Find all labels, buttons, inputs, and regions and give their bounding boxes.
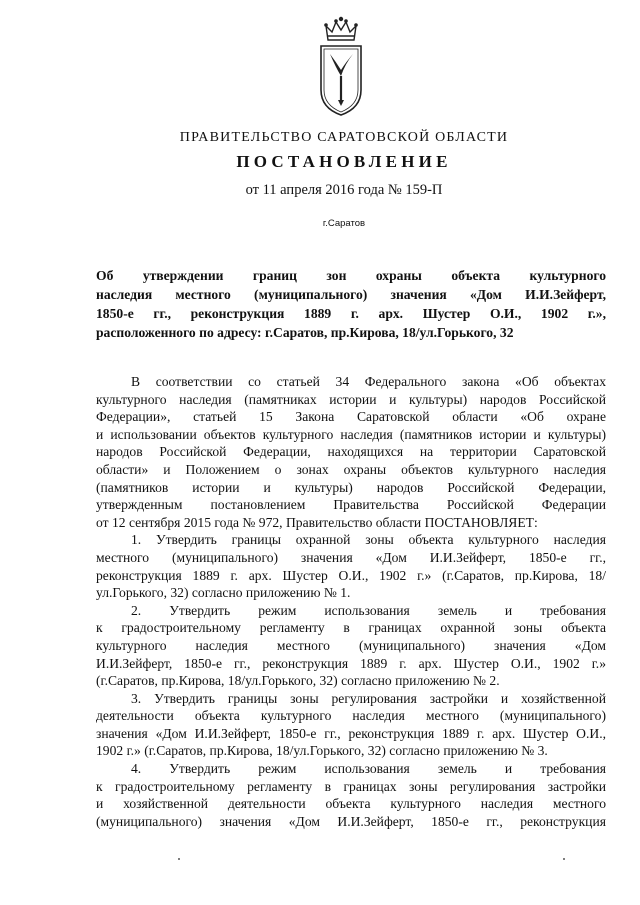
clause-1-line: реконструкция 1889 г. арх. Шустер О.И., 1902 г.» (г.Саратов, пр.Кирова, 18/ — [96, 567, 606, 583]
body-line: культурного наследия (памятниках истории и культуры) народов Российской — [96, 391, 606, 407]
clause-2-line: к градостроительному регламенту в границах охранной зоны объекта — [96, 620, 606, 636]
clause-3-line: деятельности объекта культурного наследия местного (муниципального) — [96, 708, 606, 724]
clause-1-line: 1. Утвердить границы охранной зоны объекта культурного наследия — [131, 532, 606, 548]
clause-4-line: к градостроительному регламенту в границах зоны регулирования застройки — [96, 778, 606, 794]
body-line: Федерации», статьей 15 Закона Саратовской области «Об охране — [96, 409, 606, 425]
clause-4-line: 4. Утвердить режим использования земель и требования — [131, 761, 606, 777]
body-line: В соответствии со статьей 34 Федерального закона «Об объектах — [131, 374, 606, 389]
clause-2-line: (г.Саратов, пр.Кирова, 18/ул.Горького, 32) согласно приложению № 2. — [96, 673, 500, 689]
clause-2-line: И.И.Зейферт, 1850-е гг., реконструкция 1889 г. арх. Шустер О.И., 1902 г.» — [96, 655, 606, 671]
scan-speck — [178, 858, 180, 860]
clause-4-line: и хозяйственной деятельности объекта культурного наследия местного — [96, 796, 606, 812]
body-line: народов Российской Федерации, находящихся на территории Саратовской — [96, 444, 606, 460]
city-name: г.Саратов — [322, 218, 366, 229]
government-name: ПРАВИТЕЛЬСТВО САРАТОВСКОЙ ОБЛАСТИ — [179, 130, 509, 145]
document-body — [96, 373, 606, 830]
clause-4-line: (муниципального) значения «Дом И.И.Зейферт, 1850-е гг., реконструкция — [96, 813, 606, 829]
title-line: Об утверждении границ зон охраны объекта культурного — [96, 268, 606, 283]
title-line: расположенного по адресу: г.Саратов, пр.Кирова, 18/ул.Горького, 32 — [96, 325, 514, 340]
body-line: от 12 сентября 2015 года № 972, Правительство области ПОСТАНОВЛЯЕТ: — [96, 514, 538, 530]
document-date-number: от 11 апреля 2016 года № 159-П — [245, 182, 443, 198]
body-line: (памятников истории и культуры) народов Российской Федерации, — [96, 479, 606, 495]
clause-3-line: 1902 г.» (г.Саратов, пр.Кирова, 18/ул.Горького, 32) согласно приложению № 3. — [96, 743, 548, 759]
clause-2-line: 2. Утвердить режим использования земель и требования — [131, 602, 606, 618]
scan-speck — [563, 858, 565, 860]
body-line: утвержденным постановлением Правительства Российской Федерации — [96, 497, 606, 513]
saratov-coat-of-arms-emblem — [312, 14, 370, 118]
title-line: наследия местного (муниципального) значения «Дом И.И.Зейферт, — [96, 287, 606, 302]
clause-1-line: местного (муниципального) значения «Дом И.И.Зейферт, 1850-е гг., — [96, 549, 606, 565]
clause-3-line: значения «Дом И.И.Зейферт, 1850-е гг., реконструкция 1889 г. арх. Шустер О.И., — [96, 725, 606, 741]
body-line: и использовании объектов культурного наследия (памятников истории и культуры) — [96, 426, 606, 442]
clause-1-line: ул.Горького, 32) согласно приложению № 1. — [96, 585, 351, 601]
document-type: ПОСТАНОВЛЕНИЕ — [236, 152, 452, 171]
clause-2-line: культурного наследия местного (муниципального) значения «Дом — [96, 637, 606, 653]
body-line: области» и Положением о зонах охраны объектов культурного наследия — [96, 461, 606, 477]
document-title — [96, 266, 606, 342]
clause-3-line: 3. Утвердить границы зоны регулирования застройки и хозяйственной — [131, 690, 606, 706]
title-line: 1850-е гг., реконструкция 1889 г. арх. Шустер О.И., 1902 г.», — [96, 306, 606, 321]
